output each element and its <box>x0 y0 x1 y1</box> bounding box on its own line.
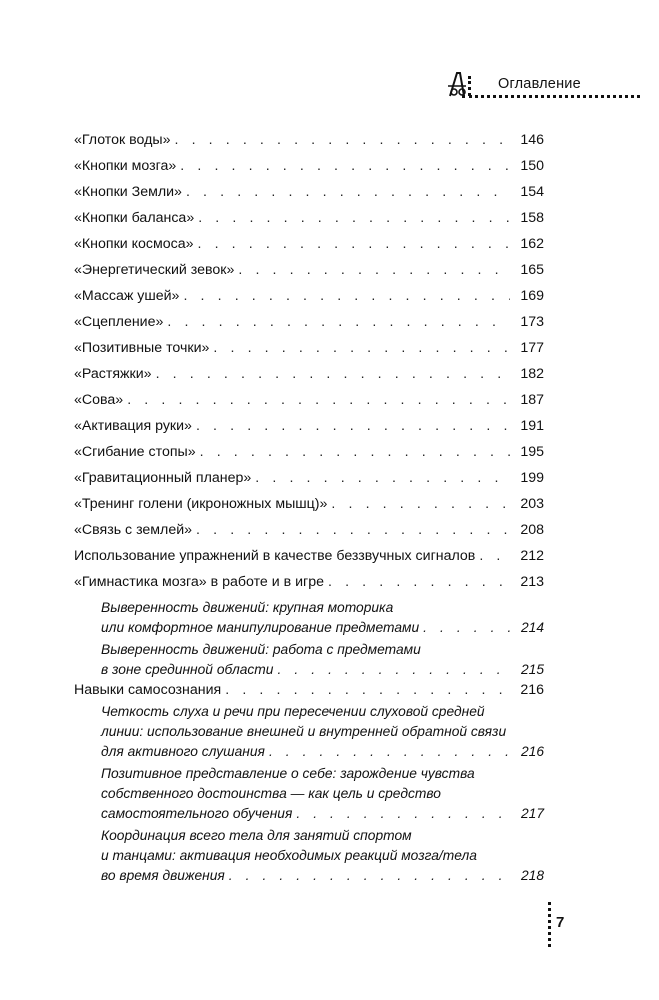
toc-entry[interactable] <box>74 520 544 540</box>
toc-subentry[interactable] <box>101 764 544 824</box>
toc-entry-page: 195 <box>520 444 544 460</box>
toc-entry[interactable] <box>74 130 544 150</box>
toc-subentry-line: и танцами: активация необходимых реакций мозга/тела <box>101 848 477 863</box>
dot-leader <box>328 572 510 592</box>
toc-entry[interactable] <box>74 364 544 384</box>
toc-entry[interactable] <box>74 390 544 410</box>
dot-leader <box>479 546 510 566</box>
toc-entry-page: 165 <box>520 262 544 278</box>
toc-subentry-line: Координация всего тела для занятий спортом <box>101 828 412 843</box>
dot-leader <box>127 390 510 410</box>
toc-entry[interactable] <box>74 234 544 254</box>
toc-entry-page: 212 <box>520 548 544 564</box>
toc-entry-title: «Активация руки» <box>74 418 192 434</box>
toc-entry-title: Использование упражнений в качестве беззвучных сигналов <box>74 548 476 564</box>
toc-entry-page: 218 <box>520 868 544 883</box>
header-title: Оглавление <box>498 76 581 92</box>
toc-entry-page: 169 <box>520 288 544 304</box>
toc-entry[interactable] <box>74 260 544 280</box>
page-number-divider <box>548 902 551 947</box>
toc-entry[interactable] <box>74 546 544 566</box>
dot-leader <box>167 312 510 332</box>
toc-entry-title: «Кнопки баланса» <box>74 210 195 226</box>
dot-leader <box>331 494 510 514</box>
toc-entry[interactable] <box>74 680 544 700</box>
toc-entry-title: «Кнопки Земли» <box>74 184 182 200</box>
toc-entry-page: 191 <box>520 418 544 434</box>
toc-entry-title: «Сова» <box>74 392 124 408</box>
toc-entry-title: «Связь с землей» <box>74 522 193 538</box>
toc-subentry-line: линии: использование внешней и внутренней обратной связи <box>101 724 507 739</box>
dot-leader <box>198 234 510 254</box>
toc-entry-page: 215 <box>520 662 544 677</box>
toc-subentry[interactable] <box>101 826 544 886</box>
toc-entry-title: «Массаж ушей» <box>74 288 180 304</box>
toc-subentry-line: самостоятельного обучения <box>101 806 293 821</box>
toc-subentry[interactable] <box>101 598 544 638</box>
toc-entry[interactable] <box>74 208 544 228</box>
toc-entry[interactable] <box>74 468 544 488</box>
dot-leader <box>269 742 510 762</box>
page-number: 7 <box>556 914 565 931</box>
dot-leader <box>156 364 510 384</box>
toc-entry-title: «Глоток воды» <box>74 132 171 148</box>
toc-entry-title: «Кнопки мозга» <box>74 158 177 174</box>
toc-entry-page: 216 <box>520 744 544 759</box>
toc-entry-title: «Растяжки» <box>74 366 152 382</box>
toc-subentry-line: для активного слушания <box>101 744 265 759</box>
toc-entry-page: 150 <box>520 158 544 174</box>
dot-leader <box>200 442 510 462</box>
toc-entry-page: 216 <box>520 682 544 698</box>
toc-subentry-line: Выверенность движений: работа с предметами <box>101 642 421 657</box>
toc-subentry-line: во время движения <box>101 868 225 883</box>
toc-entry-title: «Гимнастика мозга» в работе и в игре <box>74 574 324 590</box>
toc-entry-page: 158 <box>520 210 544 226</box>
toc-subentry-line: или комфортное манипулирование предметами <box>101 620 420 635</box>
toc-subentry-line: собственного достоинства — как цель и средство <box>101 786 441 801</box>
toc-entry-page: 213 <box>520 574 544 590</box>
toc-entry-title: Навыки самосознания <box>74 682 222 698</box>
dot-leader <box>277 660 510 680</box>
dot-leader <box>175 130 511 150</box>
toc-entry[interactable] <box>74 442 544 462</box>
toc-entry-title: «Сгибание стопы» <box>74 444 196 460</box>
dot-leader <box>296 804 510 824</box>
toc-subentry[interactable] <box>101 640 544 680</box>
toc-entry-page: 187 <box>520 392 544 408</box>
dot-leader <box>213 338 510 358</box>
dot-leader <box>225 680 510 700</box>
toc-entry[interactable] <box>74 572 544 592</box>
dot-leader <box>183 286 510 306</box>
dot-leader <box>196 520 510 540</box>
toc-entry-title: «Тренинг голени (икроножных мышц)» <box>74 496 328 512</box>
toc-entry[interactable] <box>74 312 544 332</box>
dot-leader <box>198 208 510 228</box>
toc-entry[interactable] <box>74 494 544 514</box>
toc-entry-page: 177 <box>520 340 544 356</box>
toc-entry-title: «Гравитационный планер» <box>74 470 252 486</box>
dot-leader <box>229 866 510 886</box>
dot-leader <box>186 182 510 202</box>
toc-entry-title: «Позитивные точки» <box>74 340 210 356</box>
toc-entry-title: «Сцепление» <box>74 314 164 330</box>
toc-entry-page: 217 <box>520 806 544 821</box>
toc-entry-page: 208 <box>520 522 544 538</box>
toc-subentry[interactable] <box>101 702 544 762</box>
toc-entry-page: 203 <box>520 496 544 512</box>
toc-entry[interactable] <box>74 338 544 358</box>
toc-entry-page: 214 <box>520 620 544 635</box>
toc-entry-page: 182 <box>520 366 544 382</box>
toc-subentry-line: Позитивное представление о себе: зарождение чувства <box>101 766 475 781</box>
toc-subentry-line: Выверенность движений: крупная моторика <box>101 600 394 615</box>
toc-entry[interactable] <box>74 156 544 176</box>
toc-entry-title: «Кнопки космоса» <box>74 236 194 252</box>
dot-leader <box>255 468 510 488</box>
toc-entry-page: 162 <box>520 236 544 252</box>
dot-leader <box>180 156 510 176</box>
toc-entry[interactable] <box>74 416 544 436</box>
dot-leader <box>423 618 510 638</box>
dot-leader <box>196 416 510 436</box>
toc-entry-page: 199 <box>520 470 544 486</box>
toc-subentry-line: в зоне срединной области <box>101 662 274 677</box>
toc-entry-page: 154 <box>520 184 544 200</box>
toc-entry-page: 173 <box>520 314 544 330</box>
toc-entry-page: 146 <box>520 132 544 148</box>
toc-entry[interactable] <box>74 286 544 306</box>
dot-leader <box>238 260 510 280</box>
toc-entry-title: «Энергетический зевок» <box>74 262 235 278</box>
toc-entry[interactable] <box>74 182 544 202</box>
toc-subentry-line: Четкость слуха и речи при пересечении слуховой средней <box>101 704 485 719</box>
